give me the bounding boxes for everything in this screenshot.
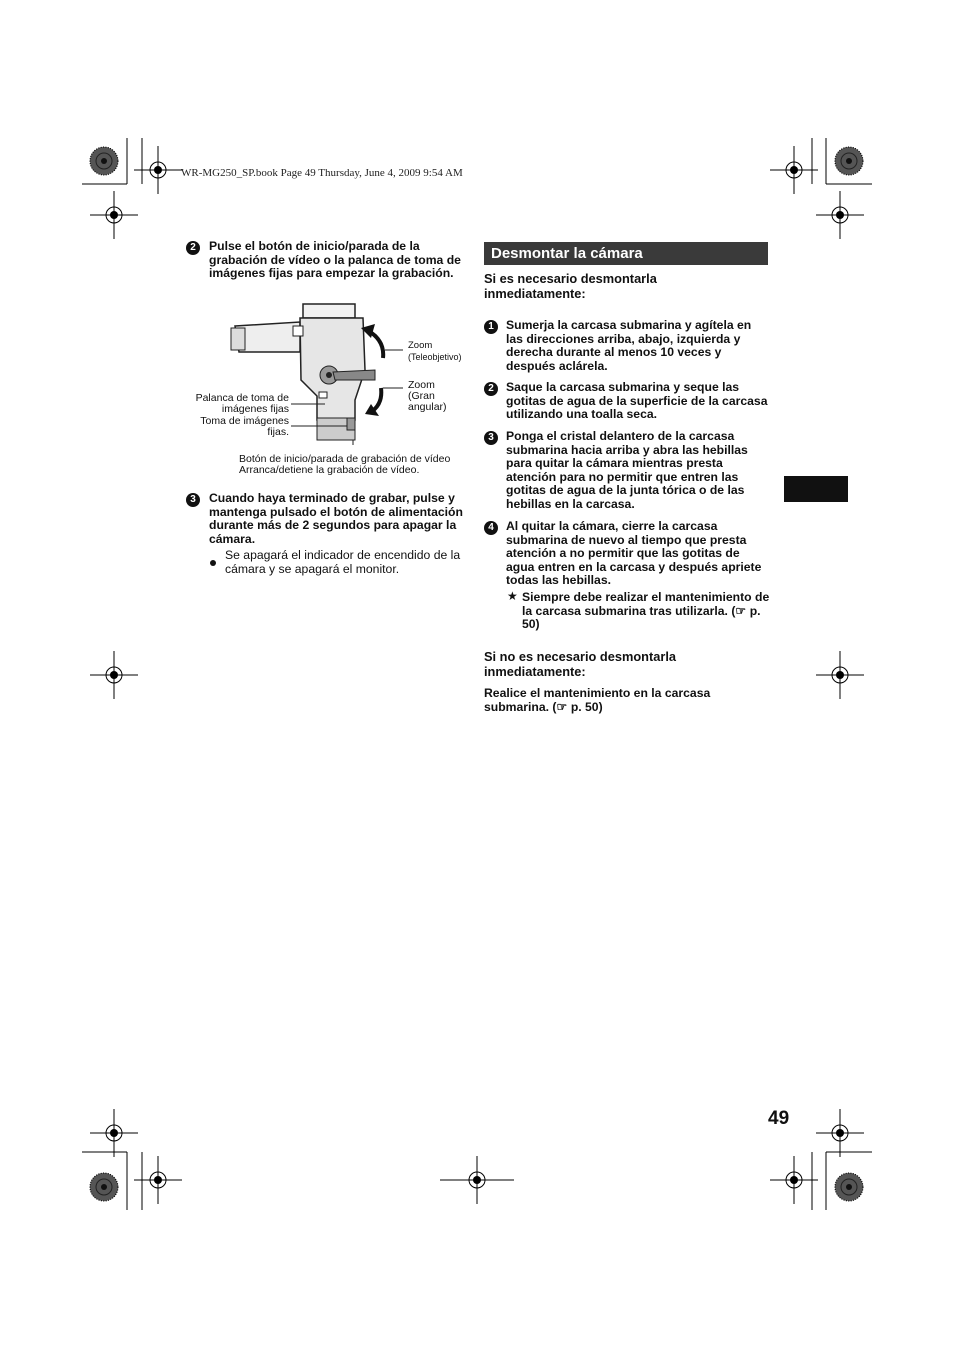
lever-label-4: fijas. bbox=[267, 426, 289, 438]
registration-cross-icon bbox=[90, 651, 138, 699]
step-1-text: Sumerja la carcasa submarina y agítela en las direcciones arriba, abajo, izquierda y derecha durante al menos 10 veces y después aclárela. bbox=[506, 318, 752, 373]
step-number-3: 3 bbox=[186, 493, 200, 507]
step-4-text: Al quitar la cámara, cierre la carcasa submarina de nuevo al tiempo que presta atención a no permitir que las gotitas de agua entren en la carcasa y después apriete todas las hebillas. bbox=[506, 519, 762, 588]
registration-cross-icon bbox=[90, 1109, 138, 1157]
registration-cross-icon bbox=[816, 1109, 864, 1157]
step-number-2: 2 bbox=[186, 241, 200, 255]
note-reference[interactable]: p. 50) bbox=[522, 603, 761, 632]
star-target-icon bbox=[90, 147, 118, 175]
print-header: WR-MG250_SP.book Page 49 Thursday, June 4, 2009 9:54 AM bbox=[181, 167, 463, 179]
subhead-not-necessary: Si no es necesario desmontarla inmediatamente: bbox=[484, 649, 677, 679]
lever-label-3: Toma de imágenes bbox=[200, 415, 289, 427]
lever-label-2: imágenes fijas bbox=[221, 403, 289, 415]
zoom-tele-sub-label: (Teleobjetivo) bbox=[408, 352, 462, 362]
registration-cross-icon bbox=[134, 146, 182, 194]
registration-cross-icon bbox=[134, 1156, 182, 1204]
bullet-text: Se apagará el indicador de encendido de la cámara y se apagará el monitor. bbox=[225, 548, 461, 576]
subhead-necessary: Si es necesario desmontarla inmediatamente: bbox=[484, 271, 657, 301]
reference-icon: ☞ bbox=[735, 603, 747, 618]
star-target-icon bbox=[835, 1173, 863, 1201]
zoom-wide-sub1-label: (Gran bbox=[408, 390, 435, 402]
step-number-1: 1 bbox=[484, 320, 498, 334]
step-number-3: 3 bbox=[484, 431, 498, 445]
section-title: Desmontar la cámara bbox=[484, 242, 768, 265]
registration-cross-icon bbox=[770, 1156, 818, 1204]
zoom-wide-label: Zoom bbox=[408, 379, 435, 391]
registration-cross-icon bbox=[770, 146, 818, 194]
step-2-text: Saque la carcasa submarina y seque las gotitas de agua de la superficie de la carcasa utilizando una toalla seca. bbox=[506, 380, 768, 422]
bullet-icon bbox=[210, 553, 216, 571]
record-button-label: Botón de inicio/parada de grabación de vídeo bbox=[239, 453, 451, 465]
page-number: 49 bbox=[768, 1108, 790, 1129]
lever-label-1: Palanca de toma de bbox=[195, 392, 289, 404]
registration-cross-icon bbox=[816, 651, 864, 699]
registration-cross-icon bbox=[90, 191, 138, 239]
language-side-tab bbox=[784, 476, 848, 502]
note-star-icon: ★ bbox=[507, 589, 518, 603]
note-text: Siempre debe realizar el mantenimiento de la carcasa submarina tras utilizarla. (☞ p. 50) bbox=[522, 590, 770, 632]
zoom-tele-label: Zoom bbox=[408, 340, 433, 351]
star-target-icon bbox=[835, 147, 863, 175]
record-button-desc: Arranca/detiene la grabación de vídeo. bbox=[239, 464, 420, 476]
final-text: Realice el mantenimiento en la carcasa submarina. (☞ p. 50) bbox=[484, 686, 711, 714]
final-reference[interactable]: p. 50) bbox=[570, 699, 603, 714]
star-target-icon bbox=[90, 1173, 118, 1201]
step-3-text: Cuando haya terminado de grabar, pulse y mantenga pulsado el botón de alimentación durante más de 2 segundos para apagar la cámara. bbox=[209, 491, 463, 546]
step-3-text: Ponga el cristal delantero de la carcasa submarina hacia arriba y abra las hebillas para quitar la cámara mientras presta atención para no permitir que entren las gotitas de agua de la junta tórica o de las hebillas en la carcasa. bbox=[506, 429, 748, 511]
step-2-text: Pulse el botón de inicio/parada de la grabación de vídeo o la palanca de toma de imágenes fijas para empezar la grabación. bbox=[209, 239, 461, 281]
step-number-4: 4 bbox=[484, 521, 498, 535]
registration-cross-icon bbox=[816, 191, 864, 239]
reference-icon: ☞ bbox=[556, 699, 568, 714]
step-number-2: 2 bbox=[484, 382, 498, 396]
zoom-wide-sub2-label: angular) bbox=[408, 401, 447, 413]
